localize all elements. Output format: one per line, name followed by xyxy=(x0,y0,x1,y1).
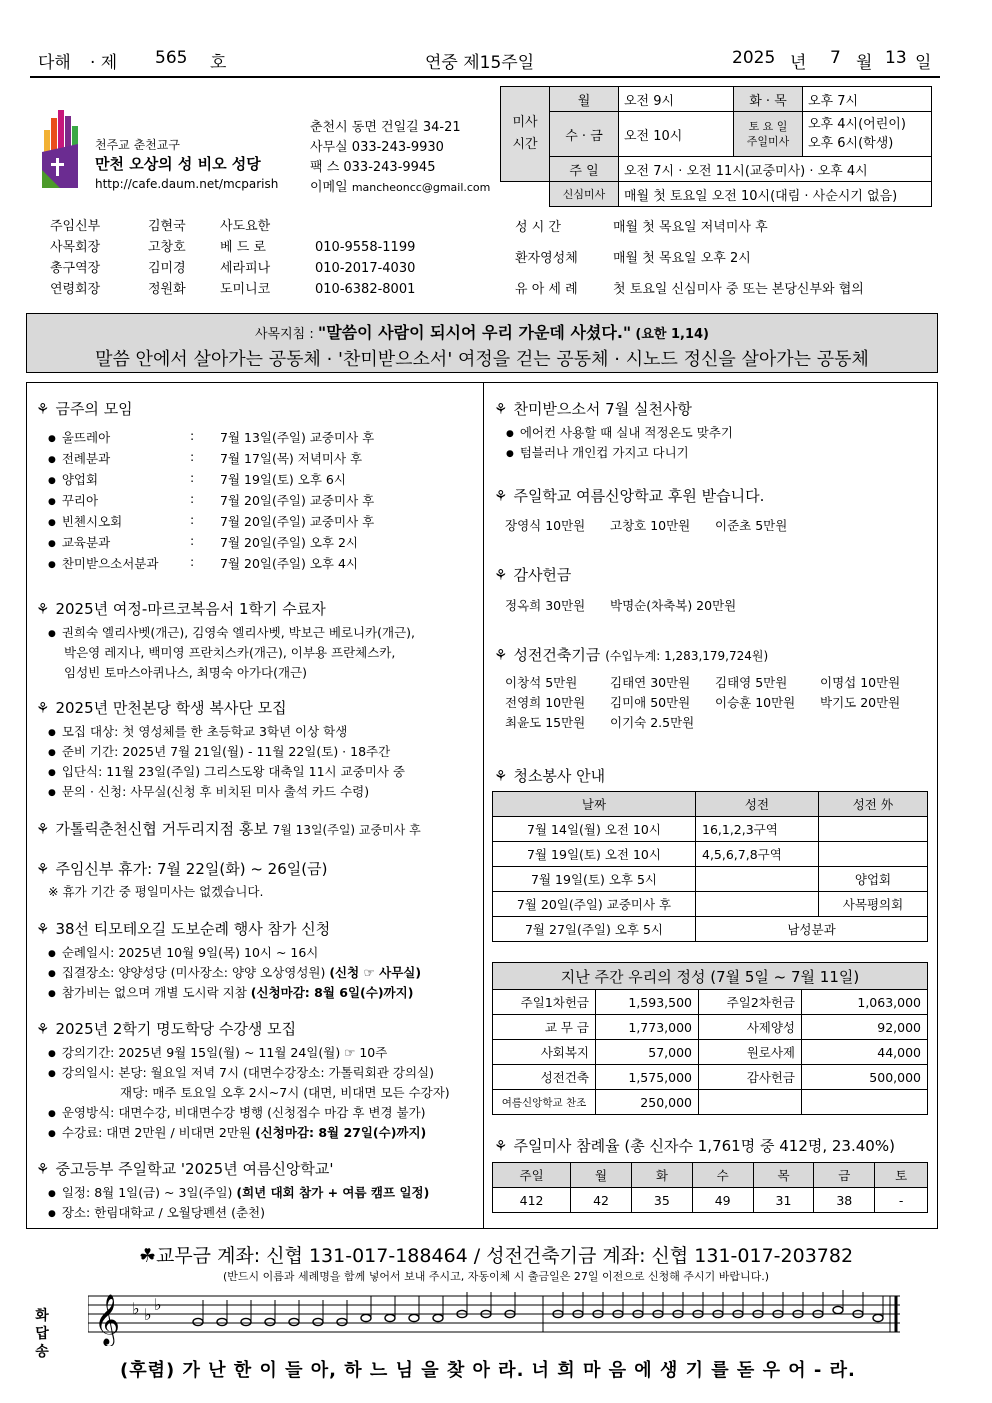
meeting-time: 7월 20일(주일) 교중미사 후 xyxy=(220,493,375,508)
separator: : xyxy=(190,470,195,485)
date-year: 2025 xyxy=(732,48,776,68)
donor: 이준초 5만원 xyxy=(715,518,788,533)
mass-schedule-table xyxy=(500,86,932,207)
donor: 이창석 5만원 xyxy=(505,675,578,690)
attendance-value: 35 xyxy=(631,1188,692,1213)
section-title: ⚘ 가톨릭춘천신협 거두리지점 홍보 7월 13일(주일) 교중미사 후 xyxy=(36,820,421,838)
mass-time: 오전 7시 · 오전 11시(교중미사) · 오후 4시 xyxy=(619,157,932,182)
donor: 박기도 20만원 xyxy=(820,695,901,710)
col-header: 월 xyxy=(571,1163,632,1188)
table-row: 7월 27일(주일) 오후 5시 남성분과 xyxy=(493,917,928,942)
bullet-icon: ⚘ xyxy=(494,646,508,664)
bullet-icon: ⚘ xyxy=(36,600,50,618)
meeting-name: ● 전례분과 xyxy=(48,449,110,467)
section-title: ⚘ 성전건축기금 (수입누계: 1,283,179,724원) xyxy=(494,646,769,664)
staff-saint: 도미니코 xyxy=(220,282,271,297)
staff-name: 정원화 xyxy=(148,282,186,297)
bullet-icon: ⚘ xyxy=(36,820,50,838)
bullet-icon: ⚘ xyxy=(36,400,50,418)
staff-phone: 010-2017-4030 xyxy=(315,261,416,276)
issue-number: 565 xyxy=(155,48,188,68)
meeting-name: ● 울뜨레아 xyxy=(48,428,110,446)
meeting-name: ● 교육분과 xyxy=(48,533,110,551)
note: ※ 휴가 기간 중 평일미사는 없겠습니다. xyxy=(48,884,264,899)
cleaning-table xyxy=(492,791,928,942)
fax-number: 팩 스 033-243-9945 xyxy=(310,160,436,175)
attendance-value: 42 xyxy=(571,1188,632,1213)
mass-time: 오후 7시 xyxy=(803,87,932,112)
staff-role: 사목회장 xyxy=(50,240,101,255)
note-icon xyxy=(873,1314,883,1321)
info-row xyxy=(515,216,935,237)
flat-icon: ♭ xyxy=(144,1305,152,1324)
note-icon xyxy=(289,1318,299,1325)
parish-name: 만천 오상의 성 비오 성당 xyxy=(95,155,261,173)
list-item: ● 강의일시: 본당: 월요일 저녁 7시 (대면수강장소: 가톨릭회관 강의실) xyxy=(48,1063,434,1081)
staff-phone: 010-6382-8001 xyxy=(315,282,416,297)
note-icon xyxy=(241,1318,251,1325)
list-item: ● 참가비는 없으며 개별 도시락 지참 (신청마감: 8월 6일(수)까지) xyxy=(48,983,413,1001)
treble-clef-icon: 𝄞 xyxy=(94,1294,121,1345)
flat-icon: ♭ xyxy=(132,1299,140,1318)
office-phone: 사무실 033-243-9930 xyxy=(310,140,444,155)
info-row xyxy=(515,247,935,268)
psalm-label: 화 답 송 xyxy=(35,1308,49,1360)
offering-title: 지난 주간 우리의 정성 (7월 5일 ~ 7월 11일) xyxy=(493,963,928,990)
bullet-icon: ⚘ xyxy=(36,699,50,717)
issue-header xyxy=(30,42,940,78)
bullet-icon: ⚘ xyxy=(36,1160,50,1178)
list-item: 박은영 레지나, 백미영 프란치스카(개근), 이부용 프란체스카, xyxy=(64,645,396,660)
motto-quote: "말씀이 사람이 되시어 우리 가운데 사셨다." xyxy=(317,323,632,342)
section-title: ⚘ 주임신부 휴가: 7월 22일(화) ~ 26일(금) xyxy=(36,860,328,878)
donor: 전영희 10만원 xyxy=(505,695,586,710)
staff-saint: 베 드 로 xyxy=(220,240,266,255)
donor: 김태연 30만원 xyxy=(610,675,691,690)
list-item: ● 일정: 8월 1일(금) ~ 3일(주일) (희년 대회 참가 + 여름 캠프 일정) xyxy=(48,1183,429,1201)
note-icon xyxy=(433,1314,443,1321)
meeting-name: ● 양업회 xyxy=(48,470,98,488)
note-icon xyxy=(337,1318,347,1325)
col-header: 목 xyxy=(753,1163,814,1188)
section-title: ⚘ 38선 티모테오길 도보순례 행사 참가 신청 xyxy=(36,920,331,938)
table-row: 사회복지 57,000 원로사제 44,000 xyxy=(493,1040,928,1065)
section-title: ⚘ 중고등부 주일학교 '2025년 여름신앙학교' xyxy=(36,1160,334,1178)
col-header: 금 xyxy=(814,1163,875,1188)
table-row xyxy=(493,1188,928,1213)
mass-time: 오전 10시 xyxy=(619,112,734,157)
issue-prefix: · 제 xyxy=(90,53,118,73)
col-header: 성전 外 xyxy=(819,792,928,817)
info-key: 성 시 간 xyxy=(515,220,561,235)
col-header: 날짜 xyxy=(493,792,696,817)
mass-time: 오후 4시(어린이) 오후 6시(학생) xyxy=(803,112,932,157)
info-value: 매월 첫 목요일 오후 2시 xyxy=(613,251,751,266)
list-item: ● 운영방식: 대면수강, 비대면수강 병행 (신청접수 마감 후 변경 불가) xyxy=(48,1103,426,1121)
mass-time: 오전 9시 xyxy=(619,87,734,112)
info-key: 환자영성체 xyxy=(515,251,578,266)
note-icon xyxy=(833,1306,843,1313)
staff-phone: 010-9558-1199 xyxy=(315,240,416,255)
attendance-table xyxy=(492,1162,928,1213)
pastoral-motto xyxy=(26,313,938,373)
list-item: ● 장소: 한림대학교 / 오월당펜션 (춘천) xyxy=(48,1203,265,1221)
music-staff xyxy=(88,1290,903,1346)
staff-name: 고창호 xyxy=(148,240,186,255)
motto-reference: (요한 1,14) xyxy=(635,327,709,342)
staff-saint: 세라피나 xyxy=(220,261,271,276)
bullet-icon: ⚘ xyxy=(36,920,50,938)
table-row: 7월 19일(토) 오후 5시 양업회 xyxy=(493,867,928,892)
table-row: 성전건축 1,575,000 감사헌금 500,000 xyxy=(493,1065,928,1090)
meeting-name: ● 꾸리아 xyxy=(48,491,98,509)
donor: 김태영 5만원 xyxy=(715,675,788,690)
bullet-icon: ⚘ xyxy=(494,487,508,505)
table-row: 여름신앙학교 찬조 250,000 xyxy=(493,1090,928,1115)
mass-day: 월 xyxy=(550,87,619,112)
column-divider xyxy=(483,382,484,1229)
col-header: 수 xyxy=(692,1163,753,1188)
bullet-icon: ⚘ xyxy=(494,566,508,584)
diocese-name: 천주교 춘천교구 xyxy=(95,138,180,152)
date-year-unit: 년 xyxy=(790,53,807,73)
note-icon xyxy=(385,1314,395,1321)
note-icon xyxy=(217,1318,227,1325)
donor: 이승훈 10만원 xyxy=(715,695,796,710)
info-key: 유 아 세 례 xyxy=(515,282,578,297)
issue-suffix: 호 xyxy=(210,53,227,73)
list-item: ● 모집 대상: 첫 영성체를 한 초등학교 3학년 이상 학생 xyxy=(48,722,347,740)
meeting-time: 7월 19일(토) 오후 6시 xyxy=(220,472,346,487)
issue-cycle: 다해 xyxy=(38,53,71,73)
table-row: 7월 14일(월) 오전 10시 16,1,2,3구역 xyxy=(493,817,928,842)
staff-saint: 사도요한 xyxy=(220,219,271,234)
separator: : xyxy=(190,512,195,527)
list-item: ● 준비 기간: 2025년 7월 21일(월) - 11월 22일(토) · 18주간 xyxy=(48,742,390,760)
mass-day: 신심미사 xyxy=(550,182,619,207)
meeting-name: ● 찬미받으소서분과 xyxy=(48,554,158,572)
info-row xyxy=(515,278,935,299)
section-title: ⚘ 주일미사 참례율 (총 신자수 1,761명 중 412명, 23.40%) xyxy=(494,1137,895,1155)
col-header: 성전 xyxy=(696,792,819,817)
section-title: ⚘ 2025년 2학기 명도학당 수강생 모집 xyxy=(36,1020,297,1038)
motto-prefix: 사목지침 : xyxy=(255,327,314,342)
attendance-value: 38 xyxy=(814,1188,875,1213)
donor: 박명순(차축복) 20만원 xyxy=(610,598,737,613)
bullet-icon: ⚘ xyxy=(36,1020,50,1038)
address: 춘천시 동면 건일길 34-21 xyxy=(310,120,461,135)
mass-day: 수 · 금 xyxy=(550,112,619,157)
staff-name: 김현국 xyxy=(148,219,186,234)
meeting-time: 7월 13일(주일) 교중미사 후 xyxy=(220,430,375,445)
donor: 이명섭 10만원 xyxy=(820,675,901,690)
bullet-icon: ⚘ xyxy=(494,767,508,785)
parish-url[interactable]: http://cafe.daum.net/mcparish xyxy=(95,177,279,191)
separator: : xyxy=(190,449,195,464)
table-row: 교 무 금 1,773,000 사제양성 92,000 xyxy=(493,1015,928,1040)
list-item: ● 에어컨 사용할 때 실내 적정온도 맞추기 xyxy=(506,423,733,441)
note-icon xyxy=(193,1318,203,1325)
list-item: ● 순례일시: 2025년 10월 9일(목) 10시 ~ 16시 xyxy=(48,943,318,961)
note-icon xyxy=(313,1318,323,1325)
bullet-icon: ⚘ xyxy=(36,860,50,878)
staff-role: 주임신부 xyxy=(50,219,101,234)
staff-name: 김미경 xyxy=(148,261,186,276)
mass-side-label: 미사 시간 xyxy=(501,87,550,182)
section-title: ⚘ 금주의 모임 xyxy=(36,400,133,418)
donor: 김미애 50만원 xyxy=(610,695,691,710)
mass-time: 매월 첫 토요일 오전 10시(대림 · 사순시기 없음) xyxy=(619,182,932,207)
date-month-unit: 월 xyxy=(856,53,873,73)
mass-day: 주 일 xyxy=(550,157,619,182)
col-header: 화 xyxy=(631,1163,692,1188)
donor: 장영식 10만원 xyxy=(505,518,586,533)
date-day-unit: 일 xyxy=(915,53,932,73)
flat-icon: ♭ xyxy=(154,1295,162,1314)
bullet-icon: ⚘ xyxy=(494,400,508,418)
email-label: 이메일 xyxy=(310,180,348,195)
list-item: 임성빈 토마스아퀴나스, 최명숙 아가다(개근) xyxy=(64,665,307,680)
liturgical-day: 연중 제15주일 xyxy=(425,53,535,73)
list-item: ● 텀블러나 개인컵 가지고 다니기 xyxy=(506,443,689,461)
section-title: ⚘ 2025년 만천본당 학생 복사단 모집 xyxy=(36,699,287,717)
note-icon xyxy=(409,1314,419,1321)
list-item: ● 수강료: 대면 2만원 / 비대면 2만원 (신청마감: 8월 27일(수)까지) xyxy=(48,1123,426,1141)
section-title: ⚘ 찬미받으소서 7월 실천사항 xyxy=(494,400,692,418)
table-row: 7월 19일(토) 오전 10시 4,5,6,7,8구역 xyxy=(493,842,928,867)
donor: 정옥희 30만원 xyxy=(505,598,586,613)
contact-block xyxy=(310,118,490,198)
attendance-value: 49 xyxy=(692,1188,753,1213)
col-header: 주일 xyxy=(493,1163,571,1188)
list-item: ● 입단식: 11월 23일(주일) 그리스도왕 대축일 11시 교중미사 중 xyxy=(48,762,405,780)
donor: 이기숙 2.5만원 xyxy=(610,715,695,730)
motto-line: 말씀 안에서 살아가는 공동체 · '찬미받으소서' 여정을 걷는 공동체 · 시노드 정신을 살아가는 공동체 xyxy=(95,349,869,370)
bullet-icon: ⚘ xyxy=(494,1137,508,1155)
bank-note: (반드시 이름과 세례명을 함께 넣어서 보내 주시고, 자동이체 시 출금일은 27일 이전으로 신청해 주시기 바랍니다.) xyxy=(222,1270,770,1283)
list-item: ● 집결장소: 양양성당 (미사장소: 양양 오상영성원) (신청 ☞ 사무실) xyxy=(48,963,421,981)
note-icon xyxy=(361,1314,371,1321)
date-day: 13 xyxy=(885,48,907,68)
donor: 고창호 10만원 xyxy=(610,518,691,533)
attendance-value: - xyxy=(875,1188,928,1213)
list-item: ● 강의기간: 2025년 9월 15일(월) ~ 11월 24일(월) ☞ 10주 xyxy=(48,1043,387,1061)
table-row: 주일1차헌금 1,593,500 주일2차헌금 1,063,000 xyxy=(493,990,928,1015)
sacrament-info xyxy=(515,216,935,299)
separator: : xyxy=(190,554,195,569)
list-item: ● 권희숙 엘리사벳(개근), 김영숙 엘리사벳, 박보근 베로니카(개근), xyxy=(48,623,415,641)
parish-logo-icon xyxy=(40,100,80,192)
separator: : xyxy=(190,491,195,506)
col-header: 토 xyxy=(875,1163,928,1188)
mass-day: 토 요 일 주일미사 xyxy=(734,112,803,157)
attendance-value: 412 xyxy=(493,1188,571,1213)
info-value: 첫 토요일 신심미사 중 또는 본당신부와 협의 xyxy=(613,282,864,297)
section-title: ⚘ 청소봉사 안내 xyxy=(494,767,606,785)
info-value: 매월 첫 목요일 저녁미사 후 xyxy=(613,220,768,235)
list-item: 재당: 매주 토요일 오후 2시~7시 (대면, 비대면 모든 수강자) xyxy=(120,1085,450,1100)
note-icon xyxy=(265,1318,275,1325)
separator: : xyxy=(190,533,195,548)
meeting-time: 7월 20일(주일) 오후 2시 xyxy=(220,535,359,550)
meeting-time: 7월 17일(목) 저녁미사 후 xyxy=(220,451,363,466)
email-address[interactable]: mancheoncc@gmail.com xyxy=(351,181,491,194)
meeting-time: 7월 20일(주일) 교중미사 후 xyxy=(220,514,375,529)
staff-role: 연령회장 xyxy=(50,282,101,297)
separator: : xyxy=(190,428,195,443)
section-title: ⚘ 주일학교 여름신앙학교 후원 받습니다. xyxy=(494,487,765,505)
list-item: ● 문의 · 신청: 사무실(신청 후 비치된 미사 출석 카드 수령) xyxy=(48,782,369,800)
bank-accounts: ☘교무금 계좌: 신협 131-017-188464 / 성전건축기금 계좌: 신협 131-017-203782 xyxy=(138,1245,854,1267)
table-row: 7월 20일(주일) 교중미사 후 사목평의회 xyxy=(493,892,928,917)
psalm-lyric: (후렴) 가 난 한 이 들 아, 하 느 님 을 찾 아 라. 너 희 마 음 에 생 기 를 돋 우 어 - 라. xyxy=(120,1360,856,1381)
section-title: ⚘ 2025년 여정-마르코복음서 1학기 수료자 xyxy=(36,600,326,618)
staff-role: 총구역장 xyxy=(50,261,101,276)
attendance-value: 31 xyxy=(753,1188,814,1213)
section-title: ⚘ 감사헌금 xyxy=(494,566,572,584)
mass-day: 화 · 목 xyxy=(734,87,803,112)
offering-table xyxy=(492,962,928,1115)
date-month: 7 xyxy=(830,48,841,68)
meeting-name: ● 빈첸시오회 xyxy=(48,512,122,530)
meeting-time: 7월 20일(주일) 오후 4시 xyxy=(220,556,359,571)
donor: 최윤도 15만원 xyxy=(505,715,586,730)
